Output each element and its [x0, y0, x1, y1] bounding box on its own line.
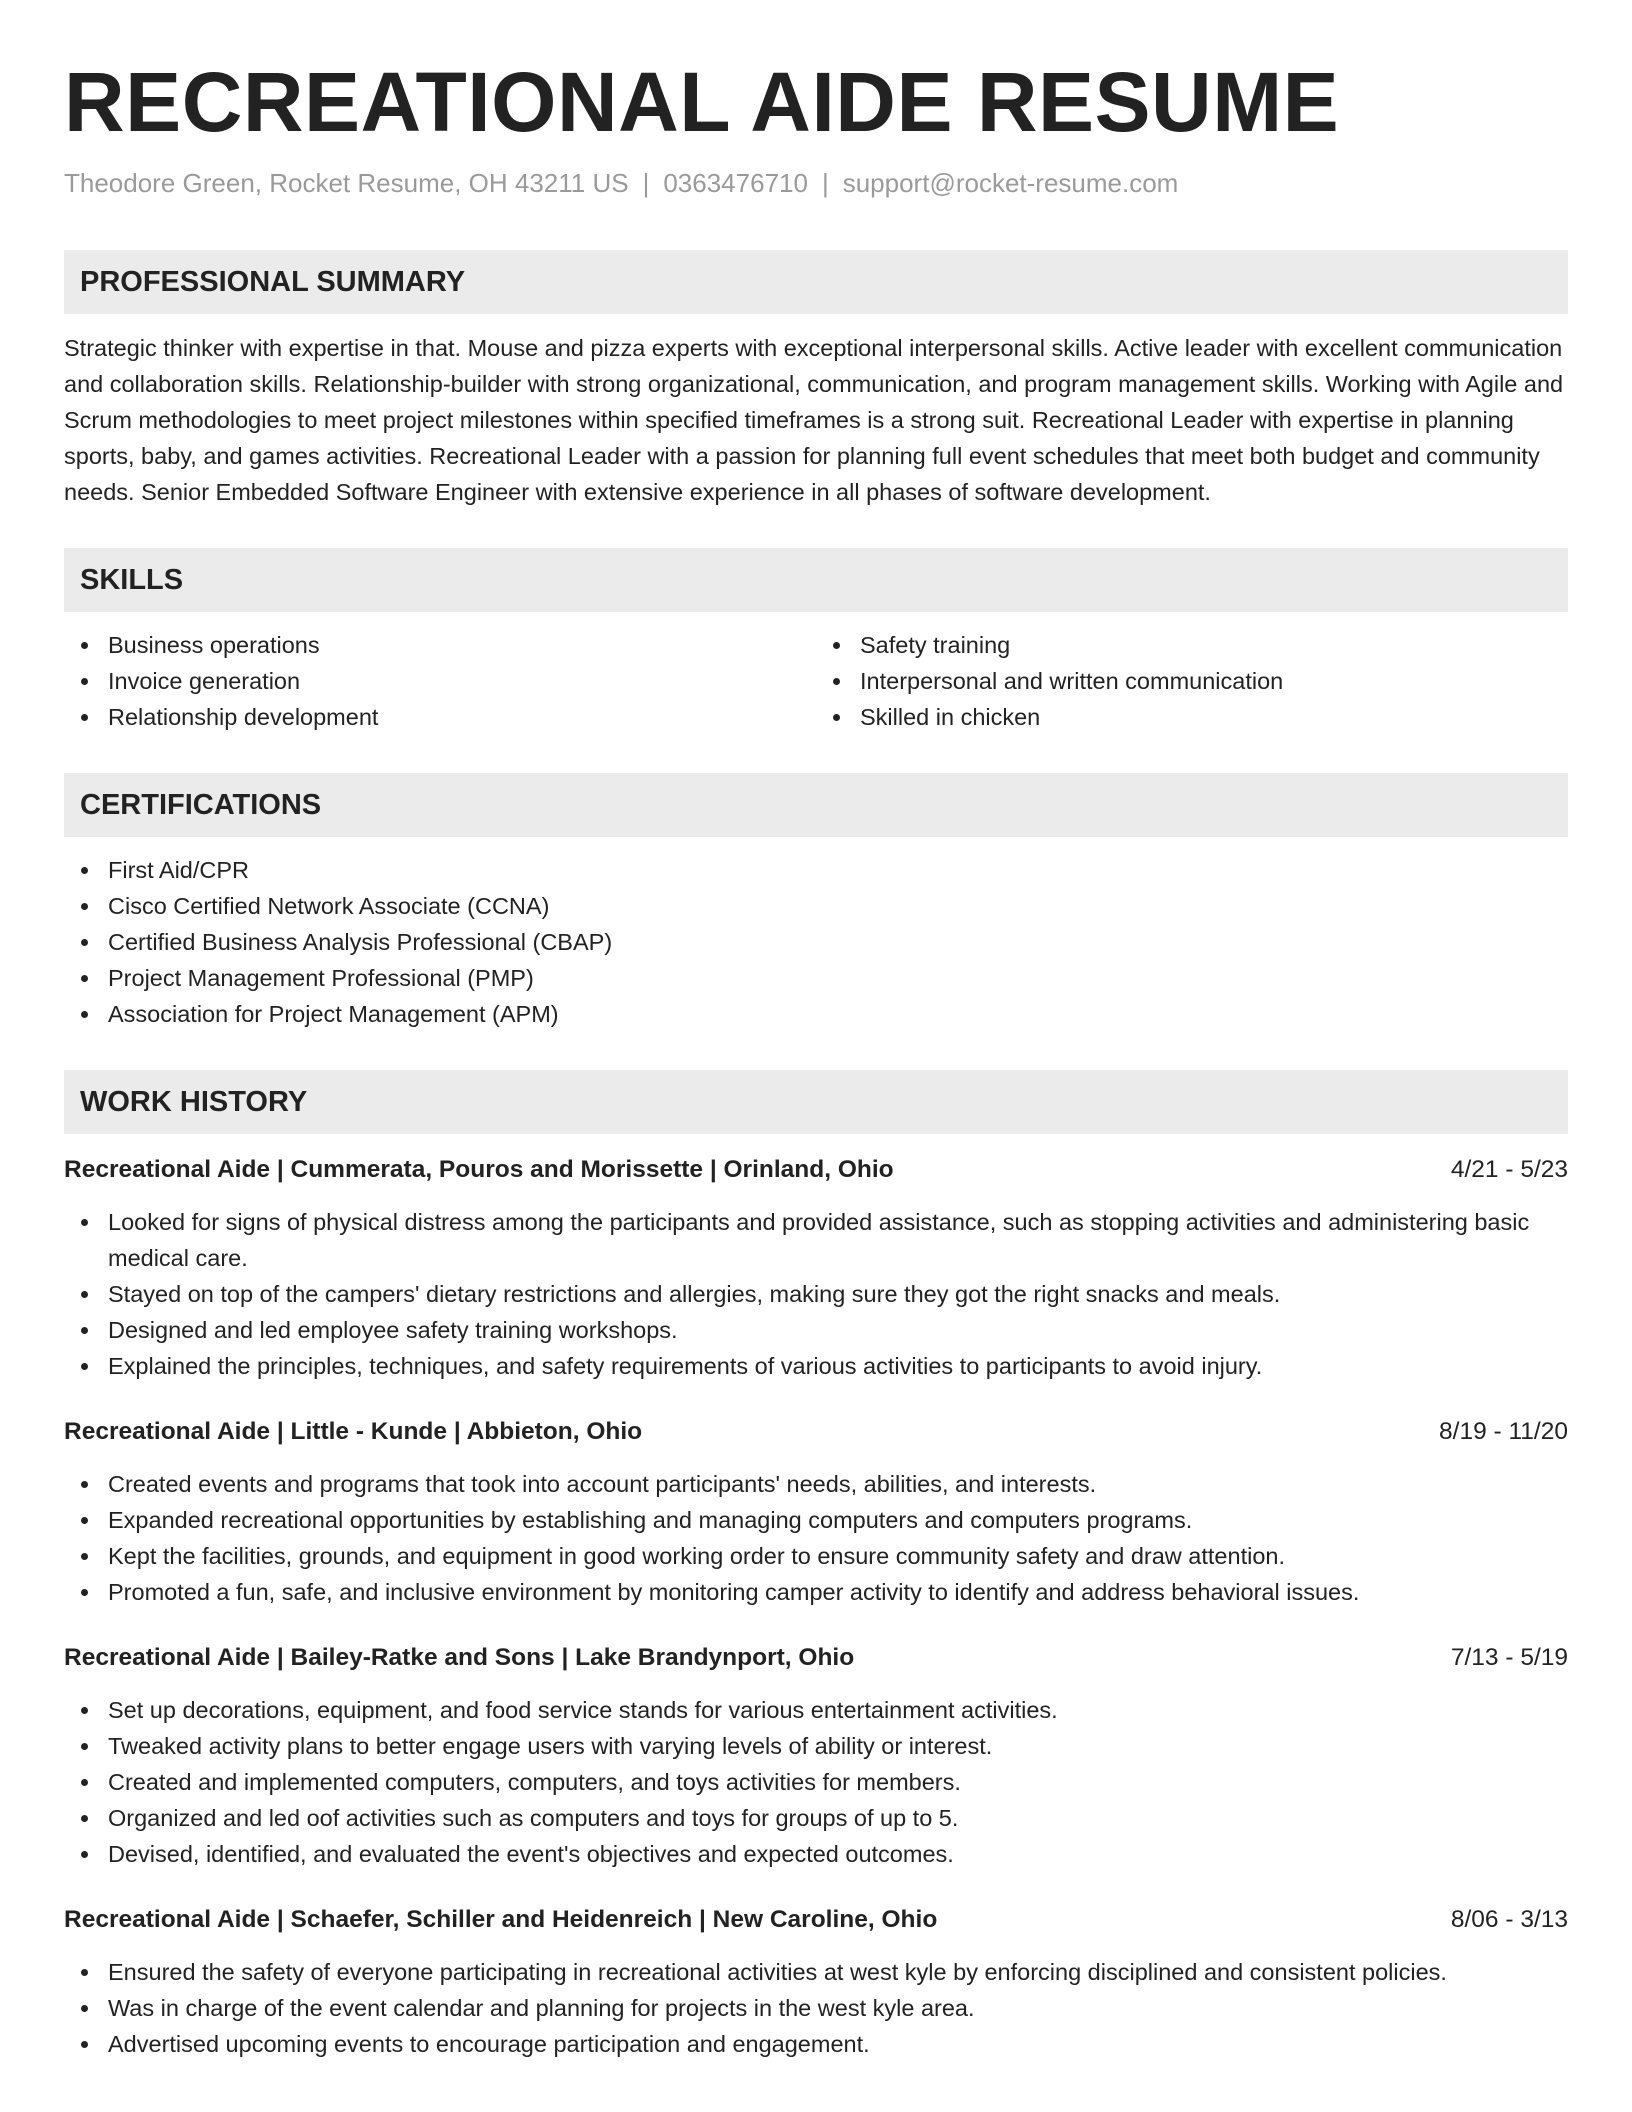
job-entry — [64, 1152, 1568, 1384]
certifications-heading: CERTIFICATIONS — [64, 773, 1568, 837]
job-title: Recreational Aide | Little - Kunde | Abbieton, Ohio — [64, 1418, 643, 1445]
skill-item: Safety training — [816, 627, 1568, 663]
summary-text: Strategic thinker with expertise in that. Mouse and pizza experts with exceptional interpersonal skills. Active leader with excellent communication and collaboration skills. Relationship-builder with strong organizational, communication, and program management skills. Working with Agile and Scrum methodologies to meet project milestones within specified timeframes is a strong suit. Recreational Leader with expertise in planning sports, baby, and games activities. Recreational Leader with a passion for planning full event schedules that meet both budget and community needs. Senior Embedded Software Engineer with extensive experience in all phases of software development. — [64, 335, 1564, 505]
contact-email: support@rocket-resume.com — [842, 168, 1179, 198]
job-header — [64, 1152, 1568, 1188]
job-bullet: Was in charge of the event calendar and planning for projects in the west kyle area. — [64, 1990, 1568, 2026]
job-dates: 8/06 - 3/13 — [1450, 1906, 1568, 1933]
job-bullet: Expanded recreational opportunities by establishing and managing computers and computers programs. — [64, 1502, 1568, 1538]
contact-line — [64, 166, 1568, 200]
job-bullet: Organized and led oof activities such as computers and toys for groups of up to 5. — [64, 1800, 1568, 1836]
summary-heading: PROFESSIONAL SUMMARY — [64, 250, 1568, 314]
job-header — [64, 1902, 1568, 1938]
certification-item: Certified Business Analysis Professional (CBAP) — [64, 924, 1568, 960]
job-bullet: Kept the facilities, grounds, and equipment in good working order to ensure community safety and draw attention. — [64, 1538, 1568, 1574]
certifications-list — [64, 852, 1568, 1032]
resume-title: RECREATIONAL AIDE RESUME — [64, 55, 1340, 149]
job-title: Recreational Aide | Bailey-Ratke and Sons | Lake Brandynport, Ohio — [64, 1644, 855, 1671]
skills-grid — [64, 627, 1568, 735]
job-bullets — [64, 1692, 1568, 1872]
job-header — [64, 1414, 1568, 1450]
job-dates: 4/21 - 5/23 — [1450, 1156, 1568, 1183]
job-entry — [64, 1902, 1568, 2062]
contact-separator: | — [642, 168, 650, 198]
job-title: Recreational Aide | Cummerata, Pouros and Morissette | Orinland, Ohio — [64, 1156, 894, 1183]
contact-separator: | — [821, 168, 829, 198]
job-bullet: Devised, identified, and evaluated the event's objectives and expected outcomes. — [64, 1836, 1568, 1872]
job-bullet: Promoted a fun, safe, and inclusive environment by monitoring camper activity to identify and address behavioral issues. — [64, 1574, 1568, 1610]
job-bullet: Ensured the safety of everyone participating in recreational activities at west kyle by enforcing disciplined and consistent policies. — [64, 1954, 1568, 1990]
job-bullet: Advertised upcoming events to encourage participation and engagement. — [64, 2026, 1568, 2062]
job-entry — [64, 1640, 1568, 1872]
certification-item: Cisco Certified Network Associate (CCNA) — [64, 888, 1568, 924]
job-header — [64, 1640, 1568, 1676]
certification-item: Association for Project Management (APM) — [64, 996, 1568, 1032]
skill-item: Interpersonal and written communication — [816, 663, 1568, 699]
job-dates: 8/19 - 11/20 — [1439, 1418, 1568, 1445]
skill-item: Invoice generation — [64, 663, 816, 699]
skills-left-list — [64, 627, 816, 735]
job-bullet: Set up decorations, equipment, and food service stands for various entertainment activities. — [64, 1692, 1568, 1728]
job-bullet: Created events and programs that took into account participants' needs, abilities, and interests. — [64, 1466, 1568, 1502]
skill-item: Business operations — [64, 627, 816, 663]
job-title: Recreational Aide | Schaefer, Schiller and Heidenreich | New Caroline, Ohio — [64, 1906, 938, 1933]
job-bullet: Tweaked activity plans to better engage users with varying levels of ability or interest. — [64, 1728, 1568, 1764]
skill-item: Relationship development — [64, 699, 816, 735]
job-bullet: Looked for signs of physical distress among the participants and provided assistance, such as stopping activities and administering basic medical care. — [64, 1204, 1568, 1276]
certification-item: First Aid/CPR — [64, 852, 1568, 888]
contact-address: Theodore Green, Rocket Resume, OH 43211 US — [64, 168, 629, 198]
job-bullets — [64, 1466, 1568, 1610]
certification-item: Project Management Professional (PMP) — [64, 960, 1568, 996]
job-bullets — [64, 1954, 1568, 2062]
job-entry — [64, 1414, 1568, 1610]
work-history-heading: WORK HISTORY — [64, 1070, 1568, 1134]
job-bullet: Explained the principles, techniques, and safety requirements of various activities to participants to avoid injury. — [64, 1348, 1568, 1384]
job-bullet: Designed and led employee safety training workshops. — [64, 1312, 1568, 1348]
contact-phone: 0363476710 — [663, 168, 808, 198]
job-bullet: Stayed on top of the campers' dietary restrictions and allergies, making sure they got the right snacks and meals. — [64, 1276, 1568, 1312]
job-bullet: Created and implemented computers, computers, and toys activities for members. — [64, 1764, 1568, 1800]
skills-right-list — [816, 627, 1568, 735]
job-dates: 7/13 - 5/19 — [1450, 1644, 1568, 1671]
skills-heading: SKILLS — [64, 548, 1568, 612]
skill-item: Skilled in chicken — [816, 699, 1568, 735]
job-bullets — [64, 1204, 1568, 1384]
